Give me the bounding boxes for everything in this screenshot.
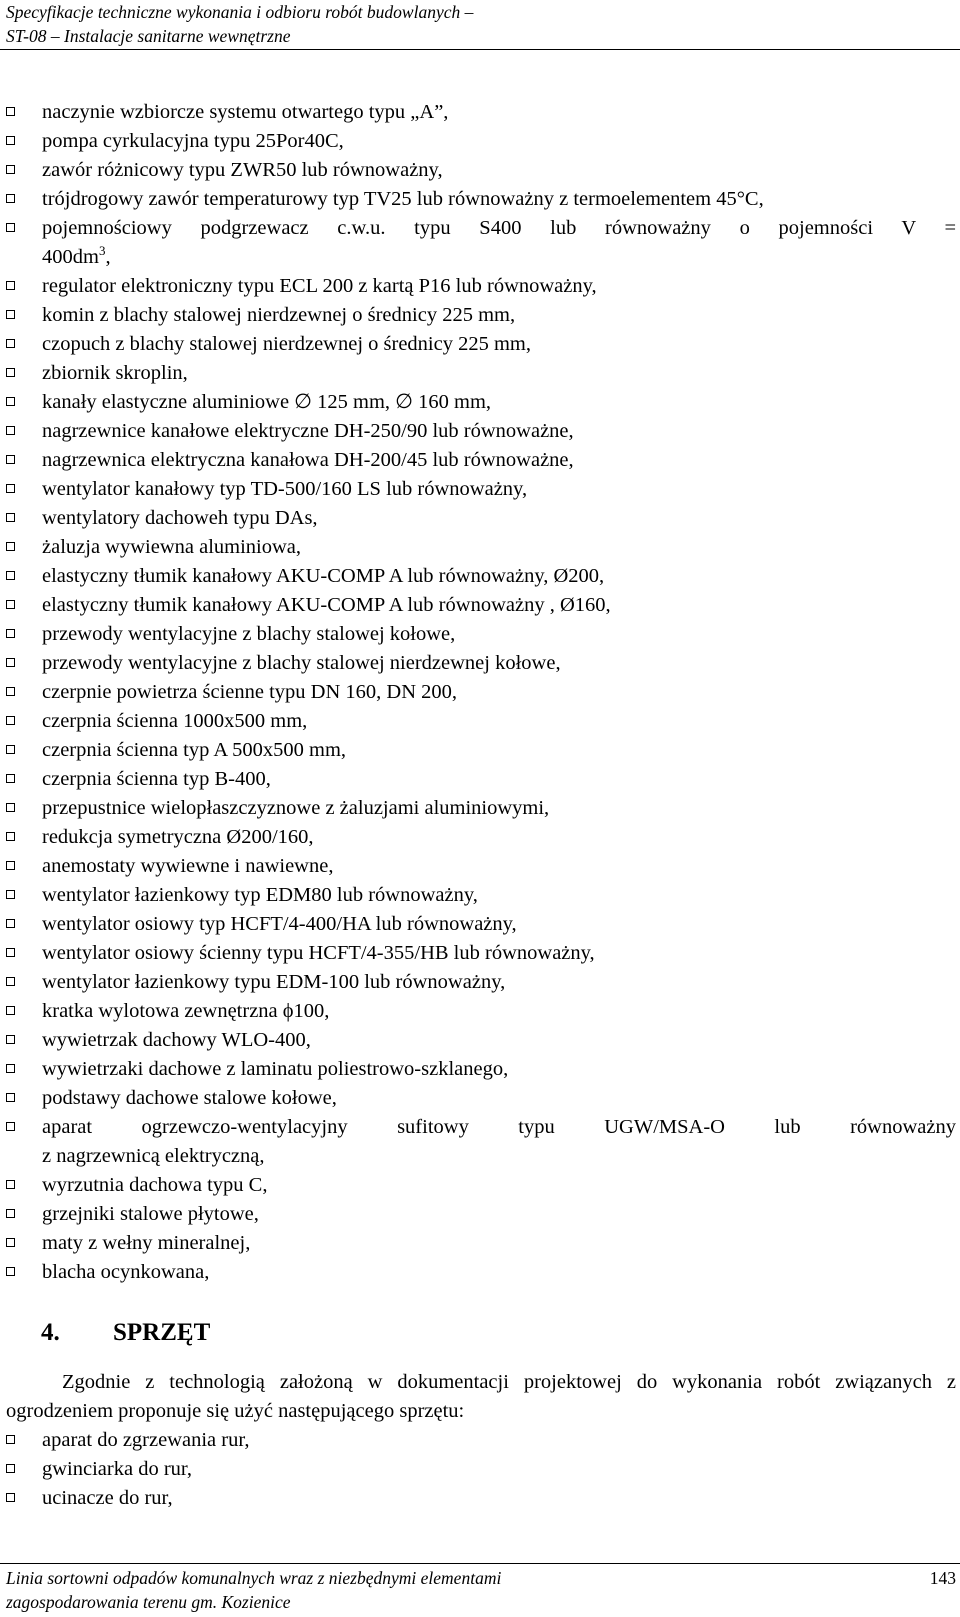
section-heading: [41, 1318, 210, 1348]
checkbox-bullet-icon: [6, 310, 15, 319]
list-item: nagrzewnice kanałowe elektryczne DH-250/90 lub równoważne,: [6, 417, 956, 446]
list-item: zawór różnicowy typu ZWR50 lub równoważny,: [6, 156, 956, 185]
checkbox-bullet-icon: [6, 397, 15, 406]
list-item: pojemnościowy podgrzewacz c.w.u. typu S400 lub równoważny o pojemności V = $400dm^3$,: [6, 214, 956, 272]
list-item: nagrzewnica elektryczna kanałowa DH-200/45 lub równoważne,: [6, 446, 956, 475]
list-item: czerpnie powietrza ścienne typu DN 160, DN 200,: [6, 678, 956, 707]
list-item: wywietrzaki dachowe z laminatu poliestrowo-szklanego,: [6, 1055, 956, 1084]
list-item: żaluzja wywiewna aluminiowa,: [6, 533, 956, 562]
checkbox-bullet-icon: [6, 803, 15, 812]
equipment-list: [6, 1426, 956, 1513]
list-item: aparat ogrzewczo-wentylacyjny sufitowy typu UGW/MSA-O lub równoważny z nagrzewnicą elektryczną,: [6, 1113, 956, 1171]
checkbox-bullet-icon: [6, 339, 15, 348]
checkbox-bullet-icon: [6, 542, 15, 551]
list-item: elastyczny tłumik kanałowy AKU-COMP A lub równoważny, Ø200,: [6, 562, 956, 591]
checkbox-bullet-icon: [6, 1180, 15, 1189]
list-item: wyrzutnia dachowa typu C,: [6, 1171, 956, 1200]
checkbox-bullet-icon: [6, 194, 15, 203]
checkbox-bullet-icon: [6, 890, 15, 899]
list-item: kanały elastyczne aluminiowe ∅ 125 mm, ∅ 160 mm,: [6, 388, 956, 417]
list-item: elastyczny tłumik kanałowy AKU-COMP A lub równoważny , Ø160,: [6, 591, 956, 620]
checkbox-bullet-icon: [6, 1006, 15, 1015]
checkbox-bullet-icon: [6, 745, 15, 754]
section-number: 4.: [41, 1319, 60, 1346]
checkbox-bullet-icon: [6, 600, 15, 609]
checkbox-bullet-icon: [6, 861, 15, 870]
checkbox-bullet-icon: [6, 977, 15, 986]
header-line-2: ST-08 – Instalacje sanitarne wewnętrzne: [6, 26, 291, 46]
checkbox-bullet-icon: [6, 687, 15, 696]
checkbox-bullet-icon: [6, 281, 15, 290]
list-item: czerpnia ścienna typ A 500x500 mm,: [6, 736, 956, 765]
checkbox-bullet-icon: [6, 455, 15, 464]
header-line-1: Specyfikacje techniczne wykonania i odbioru robót budowlanych –: [6, 2, 474, 22]
checkbox-bullet-icon: [6, 832, 15, 841]
header-divider: [0, 49, 960, 50]
list-item: wentylator łazienkowy typu EDM-100 lub równoważny,: [6, 968, 956, 997]
list-item: regulator elektroniczny typu ECL 200 z kartą P16 lub równoważny,: [6, 272, 956, 301]
list-item: czerpnia ścienna typ B-400,: [6, 765, 956, 794]
list-item: maty z wełny mineralnej,: [6, 1229, 956, 1258]
list-item: ucinacze do rur,: [6, 1484, 956, 1513]
list-item: wentylator łazienkowy typ EDM80 lub równoważny,: [6, 881, 956, 910]
checkbox-bullet-icon: [6, 165, 15, 174]
list-item: wywietrzak dachowy WLO-400,: [6, 1026, 956, 1055]
list-item: grzejniki stalowe płytowe,: [6, 1200, 956, 1229]
list-item: wentylatory dachoweh typu DAs,: [6, 504, 956, 533]
checkbox-bullet-icon: [6, 1238, 15, 1247]
list-item: redukcja symetryczna Ø200/160,: [6, 823, 956, 852]
list-item: zbiornik skroplin,: [6, 359, 956, 388]
list-item: pompa cyrkulacyjna typu 25Por40C,: [6, 127, 956, 156]
checkbox-bullet-icon: [6, 774, 15, 783]
list-item: przewody wentylacyjne z blachy stalowej kołowe,: [6, 620, 956, 649]
section-title: SPRZĘT: [113, 1319, 211, 1346]
list-item: blacha ocynkowana,: [6, 1258, 956, 1287]
list-item: komin z blachy stalowej nierdzewnej o średnicy 225 mm,: [6, 301, 956, 330]
list-item: trójdrogowy zawór temperaturowy typ TV25 lub równoważny z termoelementem 45°C,: [6, 185, 956, 214]
list-item: wentylator osiowy typ HCFT/4-400/HA lub równoważny,: [6, 910, 956, 939]
list-item: naczynie wzbiorcze systemu otwartego typu „A”,: [6, 98, 956, 127]
checkbox-bullet-icon: [6, 658, 15, 667]
checkbox-bullet-icon: [6, 1122, 15, 1131]
page-footer: [6, 1566, 501, 1614]
section-paragraph: Zgodnie z technologią założoną w dokumentacji projektowej do wykonania robót związanych z ogrodzeniem proponuje się użyć następującego sprzętu:: [6, 1371, 956, 1422]
materials-list: [6, 98, 956, 1287]
list-item: wentylator kanałowy typ TD-500/160 LS lub równoważny,: [6, 475, 956, 504]
page-number: 143: [929, 1568, 956, 1588]
list-item: czerpnia ścienna 1000x500 mm,: [6, 707, 956, 736]
footer-divider: [0, 1563, 960, 1564]
list-item: aparat do zgrzewania rur,: [6, 1426, 956, 1455]
list-item: wentylator osiowy ścienny typu HCFT/4-355/HB lub równoważny,: [6, 939, 956, 968]
footer-line-2: zagospodarowania terenu gm. Kozienice: [6, 1592, 291, 1612]
checkbox-bullet-icon: [6, 948, 15, 957]
checkbox-bullet-icon: [6, 1035, 15, 1044]
list-item: przepustnice wielopłaszczyznowe z żaluzjami aluminiowymi,: [6, 794, 956, 823]
page-header: [6, 0, 473, 48]
checkbox-bullet-icon: [6, 1435, 15, 1444]
list-item: podstawy dachowe stalowe kołowe,: [6, 1084, 956, 1113]
checkbox-bullet-icon: [6, 1093, 15, 1102]
list-item: przewody wentylacyjne z blachy stalowej nierdzewnej kołowe,: [6, 649, 956, 678]
checkbox-bullet-icon: [6, 223, 15, 232]
checkbox-bullet-icon: [6, 107, 15, 116]
list-item: anemostaty wywiewne i nawiewne,: [6, 852, 956, 881]
checkbox-bullet-icon: [6, 1064, 15, 1073]
checkbox-bullet-icon: [6, 919, 15, 928]
checkbox-bullet-icon: [6, 426, 15, 435]
list-item: czopuch z blachy stalowej nierdzewnej o średnicy 225 mm,: [6, 330, 956, 359]
checkbox-bullet-icon: [6, 629, 15, 638]
checkbox-bullet-icon: [6, 1209, 15, 1218]
checkbox-bullet-icon: [6, 716, 15, 725]
checkbox-bullet-icon: [6, 1464, 15, 1473]
checkbox-bullet-icon: [6, 484, 15, 493]
footer-line-1: Linia sortowni odpadów komunalnych wraz z niezbędnymi elementami: [6, 1568, 502, 1588]
checkbox-bullet-icon: [6, 513, 15, 522]
list-item: kratka wylotowa zewnętrzna ϕ100,: [6, 997, 956, 1026]
list-item: gwinciarka do rur,: [6, 1455, 956, 1484]
checkbox-bullet-icon: [6, 368, 15, 377]
checkbox-bullet-icon: [6, 1493, 15, 1502]
checkbox-bullet-icon: [6, 571, 15, 580]
checkbox-bullet-icon: [6, 1267, 15, 1276]
checkbox-bullet-icon: [6, 136, 15, 145]
